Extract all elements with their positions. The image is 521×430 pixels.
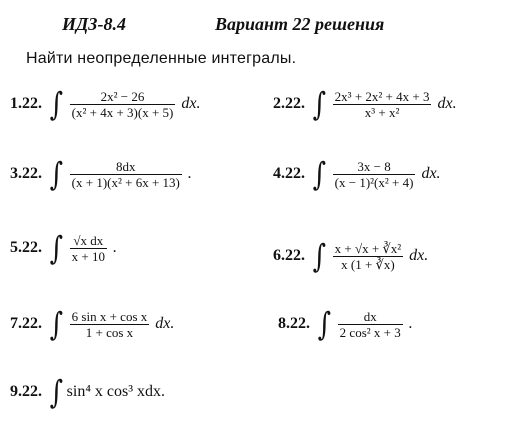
- denominator: x (1 + ∛x): [341, 256, 395, 272]
- problem-9: [10, 373, 166, 411]
- problem-number: 6.22.: [273, 247, 305, 264]
- numerator: 8dx: [116, 158, 136, 174]
- problem-2: [273, 85, 457, 123]
- problem-number: 2.22.: [273, 95, 305, 112]
- denominator: (x + 1)(x² + 6x + 13): [71, 174, 180, 190]
- differential: dx.: [155, 315, 175, 332]
- numerator: 2x² − 26: [100, 88, 145, 104]
- denominator: x³ + x²: [364, 104, 400, 120]
- differential: dx.: [409, 247, 429, 264]
- problem-4: [273, 155, 441, 193]
- differential: dx.: [181, 95, 201, 112]
- integral-sign: ∫: [312, 237, 327, 275]
- differential: dx.: [421, 165, 441, 182]
- fraction: [70, 159, 182, 190]
- differential: .: [113, 239, 118, 256]
- integrand-expression: sin⁴ x cos³ xdx.: [66, 383, 166, 400]
- problem-number: 1.22.: [10, 95, 42, 112]
- problem-6: [273, 237, 429, 275]
- integral-sign: ∫: [317, 305, 332, 343]
- problem-number: 4.22.: [273, 165, 305, 182]
- numerator: 2x³ + 2x² + 4x + 3: [334, 88, 430, 104]
- differential: .: [408, 315, 413, 332]
- integral-sign: ∫: [49, 373, 64, 411]
- integral-sign: ∫: [49, 155, 64, 193]
- fraction: [333, 159, 416, 190]
- fraction: [70, 309, 150, 340]
- numerator: √x dx: [73, 232, 104, 248]
- numerator: dx: [363, 308, 377, 324]
- problem-number: 7.22.: [10, 315, 42, 332]
- problem-3: [10, 155, 192, 193]
- problem-5: [10, 229, 118, 267]
- document-header: [0, 14, 521, 36]
- fraction: [333, 89, 432, 120]
- problem-7: [10, 305, 175, 343]
- fraction: [70, 89, 176, 120]
- problem-number: 3.22.: [10, 165, 42, 182]
- integral-sign: ∫: [312, 155, 327, 193]
- problem-number: 8.22.: [278, 315, 310, 332]
- problem-number: 5.22.: [10, 239, 42, 256]
- variant-title: Вариант 22 решения: [215, 14, 385, 34]
- fraction: [338, 309, 403, 340]
- integral-sign: ∫: [49, 85, 64, 123]
- denominator: 1 + cos x: [85, 324, 134, 340]
- instruction-text: Найти неопределенные интегралы.: [26, 50, 297, 67]
- differential: .: [187, 165, 192, 182]
- denominator: x + 10: [71, 248, 106, 264]
- integral-sign: ∫: [49, 229, 64, 267]
- numerator: x + √x + ∛x²: [334, 240, 402, 256]
- integral-sign: ∫: [312, 85, 327, 123]
- problem-1: [10, 85, 201, 123]
- numerator: 3x − 8: [357, 158, 391, 174]
- problem-number: 9.22.: [10, 383, 42, 400]
- assignment-code: ИДЗ-8.4: [62, 14, 126, 34]
- denominator: (x² + 4x + 3)(x + 5): [71, 104, 174, 120]
- problem-8: [278, 305, 413, 343]
- numerator: 6 sin x + cos x: [71, 308, 148, 324]
- integral-sign: ∫: [49, 305, 64, 343]
- differential: dx.: [437, 95, 457, 112]
- denominator: (x − 1)²(x² + 4): [334, 174, 414, 190]
- fraction: [70, 233, 107, 264]
- denominator: 2 cos² x + 3: [339, 324, 401, 340]
- fraction: [333, 241, 403, 272]
